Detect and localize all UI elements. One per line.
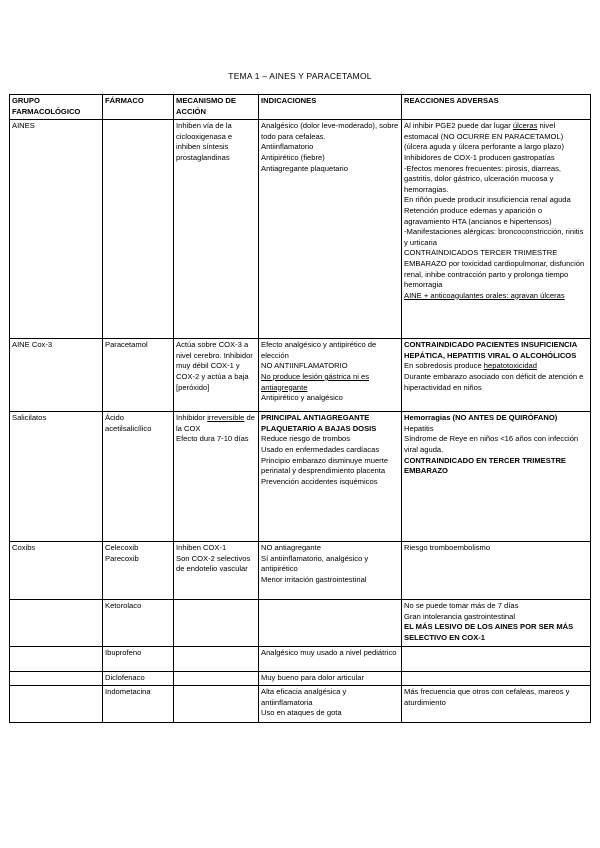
cell-line: Ácido acetilsalicílico <box>105 413 152 433</box>
cell-line: Son COX-2 selectivos de endotelio vascular <box>176 553 251 574</box>
text-run: de la COX <box>176 413 255 433</box>
cell-adverse <box>402 542 591 600</box>
cell-line: Reduce riesgo de trombos <box>261 434 351 444</box>
cell-line: NO antiagregante <box>261 543 321 553</box>
text-run: irreversible <box>207 413 245 423</box>
table-header-row <box>10 95 591 120</box>
cell-line: Alta eficacia analgésica y antiinflamatoria <box>261 687 347 707</box>
cell-line: PRINCIPAL ANTIAGREGANTE PLAQUETARIO A BAJAS DOSIS <box>261 413 377 433</box>
cell-drug <box>103 339 174 412</box>
cell-adverse <box>402 120 591 339</box>
text-run: úlceras <box>512 121 538 131</box>
table-row <box>10 686 591 723</box>
cell-line: Hepatitis <box>404 423 434 433</box>
table-row <box>10 600 591 646</box>
cell-line: Inhibidores de COX-1 producen gastropatías <box>404 152 555 162</box>
cell-drug <box>103 600 174 646</box>
cell-group <box>10 686 103 723</box>
cell-mechanism <box>174 339 259 412</box>
cell-indications <box>259 412 402 542</box>
cell-line: Efecto analgésico y antipirético de elección <box>261 340 377 360</box>
cell-line: Analgésico (dolor leve-moderado), sobre todo para cefaleas. <box>261 121 399 141</box>
table-row <box>10 412 591 542</box>
cell-drug <box>103 646 174 671</box>
cell-line: -Efectos menores frecuentes: pirosis, diarreas, gastritis, dolor gástrico, ulceración mucosa y hemorragias. <box>404 163 562 194</box>
cell-line <box>176 413 256 434</box>
cell-line: Antiinflamatorio <box>261 142 314 152</box>
cell-line: Coxibs <box>12 543 36 553</box>
cell-mechanism <box>174 412 259 542</box>
cell-line: Antiagregante plaquetario <box>261 163 348 173</box>
cell-mechanism <box>174 646 259 671</box>
cell-group <box>10 600 103 646</box>
cell-indications <box>259 600 402 646</box>
cell-line <box>404 361 588 372</box>
cell-adverse <box>402 686 591 723</box>
cell-drug <box>103 686 174 723</box>
cell-line: Inhiben vía de la ciclooxigenasa e inhiben síntesis prostaglandinas <box>176 121 233 162</box>
cell-line: Ibuprofeno <box>105 647 142 657</box>
cell-mechanism <box>174 600 259 646</box>
cell-line: AINES <box>12 121 35 131</box>
cell-line: Riesgo tromboembolismo <box>404 543 491 553</box>
table-row <box>10 120 591 339</box>
cell-adverse <box>402 646 591 671</box>
cell-drug <box>103 671 174 686</box>
cell-drug <box>103 412 174 542</box>
cell-adverse <box>402 412 591 542</box>
text-run: Inhibidor <box>176 413 208 423</box>
table-row <box>10 646 591 671</box>
cell-line: Indometacina <box>105 687 151 697</box>
cell-indications <box>259 120 402 339</box>
cell-line: EL MÁS LESIVO DE LOS AINES POR SER MÁS SELECTIVO EN COX-1 <box>404 622 574 642</box>
cell-line: Salicilatos <box>12 413 47 423</box>
cell-line: Ketorolaco <box>105 601 142 611</box>
cell-line: Principio embarazo disminuye muerte perinatal y desprendimiento placenta <box>261 455 389 476</box>
cell-group <box>10 412 103 542</box>
cell-group <box>10 542 103 600</box>
cell-line: Efecto dura 7-10 días <box>176 434 249 444</box>
cell-indications <box>259 686 402 723</box>
cell-line: Analgésico muy usado a nivel pediátrico <box>261 647 397 657</box>
cell-line: Antipirético y analgésico <box>261 393 343 403</box>
cell-mechanism <box>174 671 259 686</box>
cell-line: NO ANTIINFLAMATORIO <box>261 361 348 371</box>
cell-line: AINE + anticoagulantes orales: agravan úlceras <box>404 290 565 300</box>
cell-group <box>10 120 103 339</box>
cell-line: Celecoxib <box>105 543 139 553</box>
cell-line: No se puede tomar más de 7 días <box>404 601 519 611</box>
cell-drug <box>103 120 174 339</box>
cell-line: No produce lesión gástrica ni es antiagregante <box>261 371 370 392</box>
cell-indications <box>259 542 402 600</box>
table-row <box>10 339 591 412</box>
cell-line: AINE Cox-3 <box>12 340 53 350</box>
cell-mechanism <box>174 686 259 723</box>
cell-line: Diclofenaco <box>105 672 145 682</box>
cell-line: Paracetamol <box>105 340 148 350</box>
cell-line <box>404 121 588 153</box>
cell-line: Uso en ataques de gota <box>261 708 342 718</box>
cell-line: Hemorragias (NO ANTES DE QUIRÓFANO) <box>404 413 558 423</box>
cell-line: En riñón puede producir insuficiencia renal aguda <box>404 195 571 205</box>
cell-line: Prevención accidentes isquémicos <box>261 476 378 486</box>
cell-line: Actúa sobre COX-3 a nivel cerebro. Inhibidor muy débil COX-1 y COX-2 y actúa a baja [peróxido] <box>176 340 253 392</box>
cell-line: -Manifestaciones alérgicas: broncoconstricción, rinitis y urticaria <box>404 227 584 247</box>
cell-indications <box>259 646 402 671</box>
header-mechanism: MECANISMO DE ACCIÓN <box>174 95 259 120</box>
cell-line: CONTRAINDICADO EN TERCER TRIMESTRE EMBARAZO <box>404 455 567 476</box>
text-run: nivel estomacal (NO OCURRE EN PARACETAMOL) (úlcera aguda y úlcera perforante a largo plazo) <box>404 121 564 152</box>
document-title: TEMA 1 – AINES Y PARACETAMOL <box>228 71 372 81</box>
cell-line: Antipirético (fiebre) <box>261 152 325 162</box>
cell-group <box>10 646 103 671</box>
cell-line: Durante embarazo asociado con déficit de atención e hiperactividad en niños <box>404 371 584 392</box>
table-row <box>10 542 591 600</box>
cell-line: Sí antiinflamatorio, analgésico y antipirético <box>261 553 369 574</box>
header-adverse: REACCIONES ADVERSAS <box>402 95 591 120</box>
cell-line: Usado en enfermedades cardíacas <box>261 444 380 454</box>
text-run: Al inhibir PGE2 puede dar lugar <box>404 121 513 131</box>
text-run: hepatotoxicidad <box>483 361 537 371</box>
cell-adverse <box>402 671 591 686</box>
drug-table <box>9 94 591 723</box>
cell-group <box>10 339 103 412</box>
cell-line: Retención produce edemas y aparición o agravamiento HTA (ancianos e hipertensos) <box>404 205 552 226</box>
cell-mechanism <box>174 542 259 600</box>
header-drug: FÁRMACO <box>103 95 174 120</box>
cell-line: Más frecuencia que otros con cefaleas, mareos y aturdimiento <box>404 687 570 707</box>
text-run: En sobredosis produce <box>404 361 484 371</box>
cell-line: CONTRAINDICADOS TERCER TRIMESTRE EMBARAZO por toxicidad cardiopulmonar, disfunción renal, inhibe contracción parto y prolonga tiempo hemorragia <box>404 248 585 290</box>
cell-adverse <box>402 339 591 412</box>
cell-group <box>10 671 103 686</box>
cell-drug <box>103 542 174 600</box>
cell-line: Menor irritación gastrointestinal <box>261 574 367 584</box>
cell-adverse <box>402 600 591 646</box>
cell-line: Parecoxib <box>105 553 139 563</box>
cell-indications <box>259 671 402 686</box>
cell-line: Síndrome de Reye en niños <16 años con infección viral aguda. <box>404 434 579 454</box>
cell-indications <box>259 339 402 412</box>
table-row <box>10 671 591 686</box>
cell-line: Muy bueno para dolor articular <box>261 672 364 682</box>
table-body <box>10 120 591 723</box>
header-group: GRUPO FARMACOLÓGICO <box>10 95 103 120</box>
cell-line: Inhiben COX-1 <box>176 543 227 553</box>
cell-mechanism <box>174 120 259 339</box>
header-indications: INDICACIONES <box>259 95 402 120</box>
cell-line: Gran intolerancia gastrointestinal <box>404 611 516 621</box>
cell-line: CONTRAINDICADO PACIENTES INSUFICIENCIA HEPÁTICA, HEPATITIS VIRAL O ALCOHÓLICOS <box>404 340 577 360</box>
